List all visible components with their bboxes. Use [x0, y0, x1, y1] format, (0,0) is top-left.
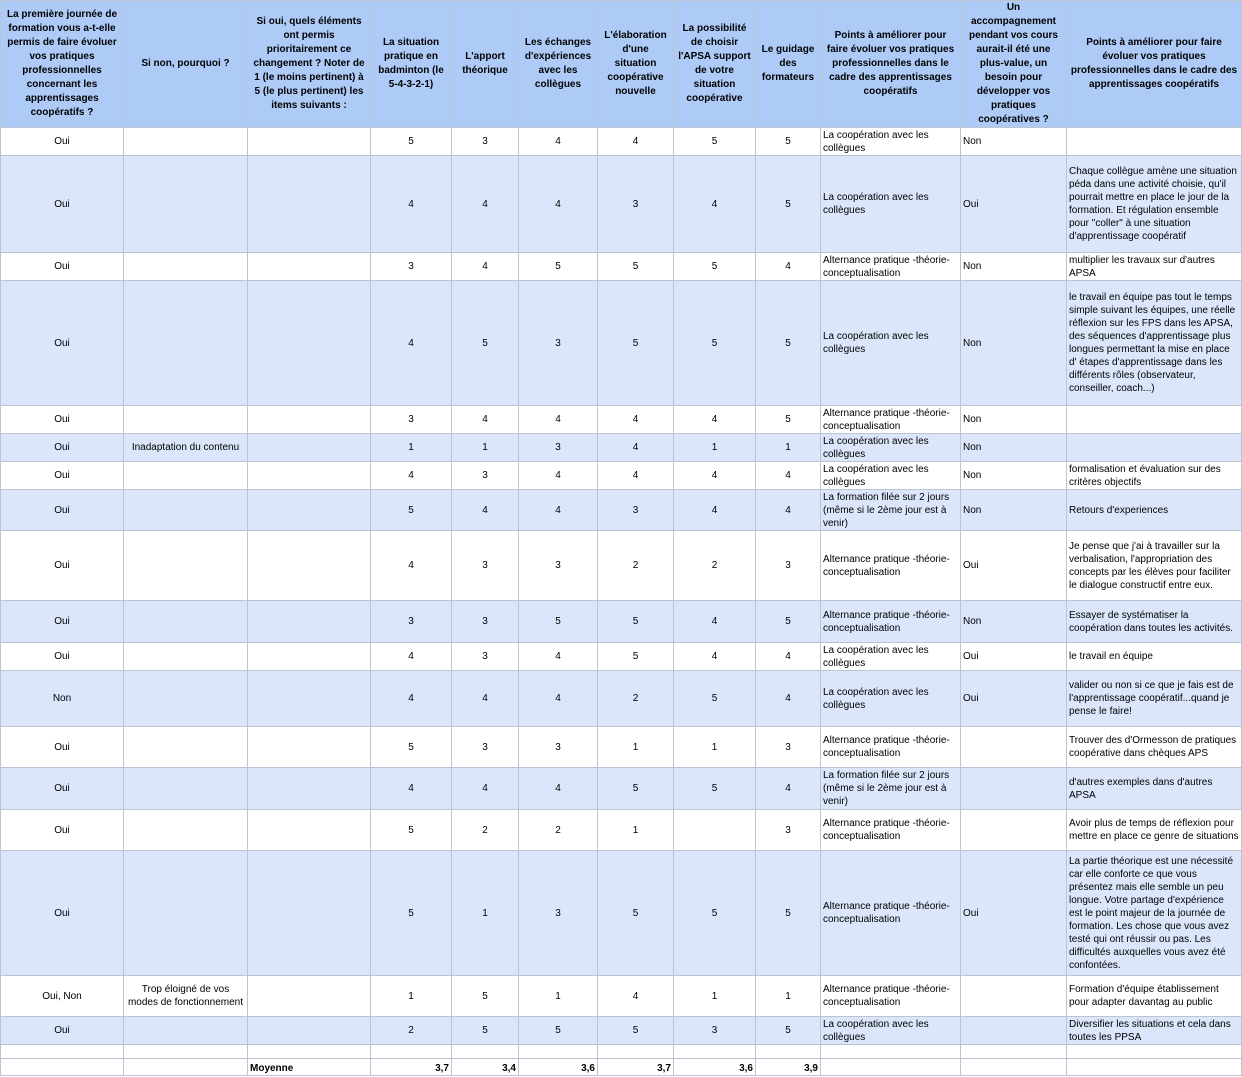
table-cell[interactable]: 3	[674, 1017, 756, 1045]
table-cell[interactable]: 5	[371, 727, 452, 768]
average-value[interactable]: 3,7	[598, 1059, 674, 1076]
table-cell[interactable]: Oui	[1, 1017, 124, 1045]
table-cell[interactable]: 2	[598, 531, 674, 601]
table-cell[interactable]: Oui	[1, 281, 124, 406]
table-cell[interactable]: d'autres exemples dans d'autres APSA	[1067, 768, 1242, 810]
table-cell[interactable]: 5	[674, 253, 756, 281]
header-cell[interactable]: Si oui, quels éléments ont permis prioritairement ce changement ? Noter de 1 (le moins pertinent) à 5 (le plus pertinent) les items suivants :	[248, 1, 371, 128]
table-cell[interactable]: 5	[756, 1017, 821, 1045]
table-cell[interactable]	[124, 531, 248, 601]
table-cell[interactable]: 4	[452, 490, 519, 531]
table-cell[interactable]	[1067, 406, 1242, 434]
table-cell[interactable]	[124, 601, 248, 643]
table-cell[interactable]	[1067, 1059, 1242, 1076]
table-cell[interactable]: 5	[519, 1017, 598, 1045]
header-cell[interactable]: Un accompagnement pendant vos cours aurait-il été une plus-value, un besoin pour développer vos pratiques coopératives ?	[961, 1, 1067, 128]
table-cell[interactable]: Non	[961, 281, 1067, 406]
table-cell[interactable]	[124, 1045, 248, 1059]
table-cell[interactable]: 4	[519, 156, 598, 253]
average-value[interactable]: 3,7	[371, 1059, 452, 1076]
table-cell[interactable]: 1	[598, 810, 674, 851]
table-cell[interactable]	[371, 1045, 452, 1059]
table-cell[interactable]: 5	[452, 281, 519, 406]
table-cell[interactable]	[1067, 434, 1242, 462]
table-cell[interactable]: La formation filée sur 2 jours (même si le 2ème jour est à venir)	[821, 768, 961, 810]
table-row	[1, 434, 1242, 462]
table-cell[interactable]	[452, 1045, 519, 1059]
table-cell[interactable]: le travail en équipe pas tout le temps simple suivant les équipes, une réelle réflexion sur les FPS dans les APSA, des séquences d'apprentissage plus longues permettant la mise en place d' étapes d'apprentissage dans les différents rôles (observateur, conseiller, coach...)	[1067, 281, 1242, 406]
table-cell[interactable]	[124, 810, 248, 851]
table-row	[1, 671, 1242, 727]
table-cell[interactable]: La coopération avec les collègues	[821, 671, 961, 727]
table-cell[interactable]	[248, 1045, 371, 1059]
table-cell[interactable]: 4	[598, 976, 674, 1017]
header-cell[interactable]: Le guidage des formateurs	[756, 1, 821, 128]
table-cell[interactable]: 1	[756, 976, 821, 1017]
header-cell[interactable]: La première journée de formation vous a-t-elle permis de faire évoluer vos pratiques professionnelles concernant les apprentissages coopératifs ?	[1, 1, 124, 128]
table-cell[interactable]: 3	[519, 434, 598, 462]
table-cell[interactable]: La coopération avec les collègues	[821, 281, 961, 406]
header-cell[interactable]: L'élaboration d'une situation coopérative nouvelle	[598, 1, 674, 128]
table-cell[interactable]	[124, 671, 248, 727]
table-cell[interactable]: Oui, Non	[1, 976, 124, 1017]
table-cell[interactable]: 4	[756, 768, 821, 810]
table-cell[interactable]	[248, 434, 371, 462]
table-cell[interactable]: 5	[519, 253, 598, 281]
table-cell[interactable]: 2	[519, 810, 598, 851]
table-cell[interactable]: 4	[519, 671, 598, 727]
table-cell[interactable]: Alternance pratique -théorie-conceptualisation	[821, 531, 961, 601]
table-cell[interactable]: Oui	[1, 727, 124, 768]
header-cell[interactable]: La possibilité de choisir l'APSA support de votre situation coopérative	[674, 1, 756, 128]
table-cell[interactable]: 2	[674, 531, 756, 601]
table-cell[interactable]: 4	[674, 490, 756, 531]
table-cell[interactable]: 3	[519, 727, 598, 768]
table-cell[interactable]: Avoir plus de temps de réflexion pour mettre en place ce genre de situations	[1067, 810, 1242, 851]
table-cell[interactable]	[248, 406, 371, 434]
table-cell[interactable]: La coopération avec les collègues	[821, 462, 961, 490]
table-cell[interactable]: 5	[674, 768, 756, 810]
table-cell[interactable]: 1	[452, 851, 519, 976]
table-cell[interactable]: Non	[961, 490, 1067, 531]
table-cell[interactable]: 5	[598, 253, 674, 281]
table-cell[interactable]: 5	[519, 601, 598, 643]
table-cell[interactable]: multiplier les travaux sur d'autres APSA	[1067, 253, 1242, 281]
table-cell[interactable]: 4	[756, 643, 821, 671]
table-cell[interactable]: 3	[371, 253, 452, 281]
table-cell[interactable]	[598, 1045, 674, 1059]
table-cell[interactable]: Oui	[1, 156, 124, 253]
table-row	[1, 727, 1242, 768]
table-cell[interactable]: 4	[452, 156, 519, 253]
table-cell[interactable]: 3	[756, 727, 821, 768]
average-value[interactable]: 3,6	[519, 1059, 598, 1076]
table-row	[1, 1017, 1242, 1045]
table-cell[interactable]: 5	[674, 128, 756, 156]
table-cell[interactable]: 4	[371, 643, 452, 671]
table-cell[interactable]: Non	[961, 462, 1067, 490]
table-cell[interactable]: 4	[598, 406, 674, 434]
table-cell[interactable]: 4	[598, 462, 674, 490]
table-cell[interactable]: 3	[452, 601, 519, 643]
table-cell[interactable]: 1	[371, 976, 452, 1017]
table-cell[interactable]: 3	[452, 128, 519, 156]
table-cell[interactable]: La partie théorique est une nécessité car elle conforte ce que vous présentez mais elle semble un peu longue. Votre partage d'expérience est le point majeur de la journée de formation. Les chose que vous avez testé qui ont réussir ou pas. Les difficultés auxquelles vous avez été confontées.	[1067, 851, 1242, 976]
table-cell[interactable]: Oui	[961, 156, 1067, 253]
table-cell[interactable]: 5	[598, 281, 674, 406]
table-cell[interactable]	[124, 281, 248, 406]
table-cell[interactable]: Oui	[961, 643, 1067, 671]
table-cell[interactable]	[961, 810, 1067, 851]
table-cell[interactable]: valider ou non si ce que je fais est de l'apprentissage coopératif...quand je pense le faire!	[1067, 671, 1242, 727]
table-row	[1, 810, 1242, 851]
average-row	[1, 1059, 1242, 1076]
table-cell[interactable]: La coopération avec les collègues	[821, 643, 961, 671]
table-cell[interactable]	[821, 1045, 961, 1059]
table-cell[interactable]	[248, 810, 371, 851]
table-cell[interactable]: La coopération avec les collègues	[821, 434, 961, 462]
table-cell[interactable]: Oui	[1, 851, 124, 976]
table-cell[interactable]: 3	[452, 727, 519, 768]
table-cell[interactable]: Retours d'experiences	[1067, 490, 1242, 531]
table-cell[interactable]: 3	[452, 643, 519, 671]
table-cell[interactable]: 5	[371, 851, 452, 976]
table-cell[interactable]	[124, 851, 248, 976]
table-cell[interactable]: 4	[519, 462, 598, 490]
table-cell[interactable]: 4	[519, 406, 598, 434]
table-cell[interactable]	[248, 253, 371, 281]
table-cell[interactable]	[124, 156, 248, 253]
table-row	[1, 281, 1242, 406]
table-cell[interactable]: Non	[961, 601, 1067, 643]
table-cell[interactable]: Alternance pratique -théorie-conceptualisation	[821, 253, 961, 281]
table-cell[interactable]	[248, 156, 371, 253]
table-cell[interactable]: 2	[598, 671, 674, 727]
table-cell[interactable]: 4	[756, 671, 821, 727]
table-cell[interactable]: 4	[598, 434, 674, 462]
header-cell[interactable]: Si non, pourquoi ?	[124, 1, 248, 128]
table-cell[interactable]: 4	[598, 128, 674, 156]
table-row	[1, 976, 1242, 1017]
table-cell[interactable]	[248, 281, 371, 406]
header-cell[interactable]: Les échanges d'expériences avec les collègues	[519, 1, 598, 128]
table-cell[interactable]: 5	[452, 976, 519, 1017]
table-cell[interactable]	[248, 643, 371, 671]
table-cell[interactable]: 5	[598, 601, 674, 643]
table-cell[interactable]	[248, 531, 371, 601]
table-row	[1, 531, 1242, 601]
table-cell[interactable]: 3	[371, 601, 452, 643]
table-cell[interactable]: Oui	[1, 768, 124, 810]
table-cell[interactable]: 3	[371, 406, 452, 434]
table-cell[interactable]: 4	[371, 462, 452, 490]
table-cell[interactable]: 5	[756, 406, 821, 434]
table-cell[interactable]: Oui	[1, 601, 124, 643]
table-cell[interactable]: 1	[674, 976, 756, 1017]
table-cell[interactable]: La coopération avec les collègues	[821, 128, 961, 156]
header-cell[interactable]: Points à améliorer pour faire évoluer vos pratiques professionnelles dans le cadre des apprentissages coopératifs	[1067, 1, 1242, 128]
table-row	[1, 490, 1242, 531]
table-cell[interactable]: Alternance pratique -théorie-conceptualisation	[821, 406, 961, 434]
table-cell[interactable]: 4	[371, 531, 452, 601]
table-cell[interactable]	[961, 976, 1067, 1017]
table-cell[interactable]	[1, 1045, 124, 1059]
header-cell[interactable]: L'apport théorique	[452, 1, 519, 128]
table-cell[interactable]: 3	[756, 531, 821, 601]
table-cell[interactable]: Oui	[1, 490, 124, 531]
table-cell[interactable]: 4	[756, 462, 821, 490]
table-cell[interactable]: Non	[1, 671, 124, 727]
table-cell[interactable]	[248, 462, 371, 490]
table-cell[interactable]: Alternance pratique -théorie-conceptualisation	[821, 976, 961, 1017]
table-cell[interactable]: Oui	[1, 462, 124, 490]
table-cell[interactable]: 1	[519, 976, 598, 1017]
table-cell[interactable]: Oui	[1, 810, 124, 851]
table-cell[interactable]: le travail en équipe	[1067, 643, 1242, 671]
table-row	[1, 601, 1242, 643]
table-cell[interactable]: Non	[961, 406, 1067, 434]
average-value[interactable]: 3,4	[452, 1059, 519, 1076]
table-cell[interactable]: 4	[519, 128, 598, 156]
table-cell[interactable]: 5	[756, 156, 821, 253]
table-cell[interactable]: Chaque collègue amène une situation péda dans une activité choisie, qu'il pourrait mettre en place le jour de la formation. Et régulation ensemble pour "coller" à une situation d'apprentissage coopératif	[1067, 156, 1242, 253]
table-cell[interactable]	[248, 768, 371, 810]
table-cell[interactable]: Je pense que j'ai à travailler sur la verbalisation, l'appropriation des concepts par les élèves pour faciliter le dialogue constructif entre eux.	[1067, 531, 1242, 601]
table-cell[interactable]	[248, 851, 371, 976]
table-cell[interactable]	[1067, 128, 1242, 156]
table-cell[interactable]: 5	[674, 851, 756, 976]
table-cell[interactable]: Essayer de systématiser la coopération dans toutes les activités.	[1067, 601, 1242, 643]
table-cell[interactable]	[961, 1017, 1067, 1045]
table-cell[interactable]: 4	[452, 671, 519, 727]
table-cell[interactable]	[519, 1045, 598, 1059]
table-cell[interactable]	[124, 490, 248, 531]
header-row	[1, 1, 1242, 128]
table-cell[interactable]: 3	[452, 531, 519, 601]
table-cell[interactable]: 5	[371, 128, 452, 156]
table-cell[interactable]: 5	[452, 1017, 519, 1045]
table-cell[interactable]: 4	[756, 253, 821, 281]
table-cell[interactable]: 5	[756, 851, 821, 976]
table-cell[interactable]: Oui	[961, 531, 1067, 601]
table-cell[interactable]: 4	[452, 253, 519, 281]
table-cell[interactable]: 1	[674, 727, 756, 768]
table-cell[interactable]: Alternance pratique -théorie-conceptualisation	[821, 727, 961, 768]
average-value[interactable]: 3,9	[756, 1059, 821, 1076]
table-cell[interactable]	[124, 253, 248, 281]
table-cell[interactable]: 5	[598, 851, 674, 976]
table-cell[interactable]: Oui	[1, 643, 124, 671]
table-cell[interactable]: 4	[452, 768, 519, 810]
table-cell[interactable]	[124, 768, 248, 810]
table-cell[interactable]: 5	[598, 1017, 674, 1045]
table-cell[interactable]: 3	[519, 851, 598, 976]
header-cell[interactable]: La situation pratique en badminton (le 5-4-3-2-1)	[371, 1, 452, 128]
table-cell[interactable]: 4	[519, 490, 598, 531]
table-cell[interactable]: Alternance pratique -théorie-conceptualisation	[821, 601, 961, 643]
table-row	[1, 851, 1242, 976]
table-cell[interactable]: 5	[756, 601, 821, 643]
table-cell[interactable]	[248, 128, 371, 156]
table-cell[interactable]: 4	[519, 643, 598, 671]
table-cell[interactable]	[248, 671, 371, 727]
table-cell[interactable]: 4	[371, 281, 452, 406]
table-cell[interactable]: 2	[371, 1017, 452, 1045]
table-cell[interactable]: La formation filée sur 2 jours (même si le 2ème jour est à venir)	[821, 490, 961, 531]
table-row-empty	[1, 1045, 1242, 1059]
table-cell[interactable]: 4	[452, 406, 519, 434]
table-cell[interactable]: 4	[674, 643, 756, 671]
table-cell[interactable]	[248, 601, 371, 643]
table-cell[interactable]: formalisation et évaluation sur des critères objectifs	[1067, 462, 1242, 490]
table-cell[interactable]: 4	[371, 768, 452, 810]
table-cell[interactable]: 5	[598, 768, 674, 810]
table-cell[interactable]: Non	[961, 434, 1067, 462]
table-cell[interactable]: 4	[674, 406, 756, 434]
table-cell[interactable]	[124, 1017, 248, 1045]
table-cell[interactable]: Trop éloigné de vos modes de fonctionnement	[124, 976, 248, 1017]
average-label[interactable]: Moyenne	[248, 1059, 371, 1076]
table-cell[interactable]: Inadaptation du contenu	[124, 434, 248, 462]
table-cell[interactable]: 3	[452, 462, 519, 490]
table-cell[interactable]: Alternance pratique -théorie-conceptualisation	[821, 810, 961, 851]
table-cell[interactable]	[1, 1059, 124, 1076]
table-cell[interactable]: Oui	[1, 128, 124, 156]
table-cell[interactable]	[756, 1045, 821, 1059]
table-cell[interactable]: 4	[674, 462, 756, 490]
table-cell[interactable]	[124, 462, 248, 490]
table-cell[interactable]	[248, 1017, 371, 1045]
table-cell[interactable]	[248, 727, 371, 768]
table-cell[interactable]: 4	[674, 601, 756, 643]
table-cell[interactable]: 5	[756, 281, 821, 406]
table-cell[interactable]: Oui	[1, 434, 124, 462]
table-cell[interactable]: 5	[371, 810, 452, 851]
table-cell[interactable]: 4	[674, 156, 756, 253]
table-cell[interactable]: 1	[674, 434, 756, 462]
table-cell[interactable]	[961, 1045, 1067, 1059]
table-cell[interactable]: Non	[961, 128, 1067, 156]
average-value[interactable]: 3,6	[674, 1059, 756, 1076]
table-row	[1, 128, 1242, 156]
table-cell[interactable]: Oui	[961, 671, 1067, 727]
table-cell[interactable]: 4	[756, 490, 821, 531]
table-cell[interactable]: 5	[674, 281, 756, 406]
table-cell[interactable]: 2	[452, 810, 519, 851]
table-cell[interactable]: Formation d'équipe établissement pour adapter davantag au public	[1067, 976, 1242, 1017]
table-cell[interactable]	[961, 727, 1067, 768]
table-row	[1, 406, 1242, 434]
table-cell[interactable]: 3	[756, 810, 821, 851]
table-cell[interactable]: Trouver des d'Ormesson de pratiques coopérative dans chèques APS	[1067, 727, 1242, 768]
table-cell[interactable]: Non	[961, 253, 1067, 281]
header-cell[interactable]: Points à améliorer pour faire évoluer vos pratiques professionnelles dans le cadre des apprentissages coopératifs	[821, 1, 961, 128]
table-row	[1, 156, 1242, 253]
table-cell[interactable]	[248, 490, 371, 531]
table-cell[interactable]: Oui	[1, 531, 124, 601]
table-cell[interactable]: Oui	[961, 851, 1067, 976]
table-cell[interactable]: 1	[756, 434, 821, 462]
table-row	[1, 462, 1242, 490]
table-cell[interactable]: La coopération avec les collègues	[821, 1017, 961, 1045]
table-cell[interactable]	[124, 643, 248, 671]
table-cell[interactable]	[821, 1059, 961, 1076]
table-cell[interactable]: Oui	[1, 406, 124, 434]
table-cell[interactable]	[1067, 1045, 1242, 1059]
table-cell[interactable]: La coopération avec les collègues	[821, 156, 961, 253]
table-cell[interactable]: 5	[674, 671, 756, 727]
table-cell[interactable]: 1	[452, 434, 519, 462]
table-cell[interactable]: Diversifier les situations et cela dans toutes les PPSA	[1067, 1017, 1242, 1045]
table-cell[interactable]: 1	[598, 727, 674, 768]
table-cell[interactable]: 3	[519, 281, 598, 406]
table-row	[1, 253, 1242, 281]
table-cell[interactable]: 4	[519, 768, 598, 810]
table-cell[interactable]: Alternance pratique -théorie-conceptualisation	[821, 851, 961, 976]
table-row	[1, 643, 1242, 671]
table-cell[interactable]	[674, 810, 756, 851]
table-cell[interactable]	[124, 1059, 248, 1076]
table-cell[interactable]: 3	[598, 490, 674, 531]
table-cell[interactable]	[961, 1059, 1067, 1076]
table-row	[1, 768, 1242, 810]
table-cell[interactable]: 1	[371, 434, 452, 462]
table-cell[interactable]: 4	[371, 671, 452, 727]
table-cell[interactable]: 3	[598, 156, 674, 253]
table-cell[interactable]	[124, 406, 248, 434]
table-cell[interactable]	[124, 727, 248, 768]
table-cell[interactable]	[124, 128, 248, 156]
table-cell[interactable]: 3	[519, 531, 598, 601]
table-cell[interactable]: 4	[371, 156, 452, 253]
table-cell[interactable]	[961, 768, 1067, 810]
table-cell[interactable]: 5	[598, 643, 674, 671]
table-cell[interactable]: 5	[756, 128, 821, 156]
table-cell[interactable]	[674, 1045, 756, 1059]
table-cell[interactable]: 5	[371, 490, 452, 531]
table-cell[interactable]: Oui	[1, 253, 124, 281]
table-cell[interactable]	[248, 976, 371, 1017]
